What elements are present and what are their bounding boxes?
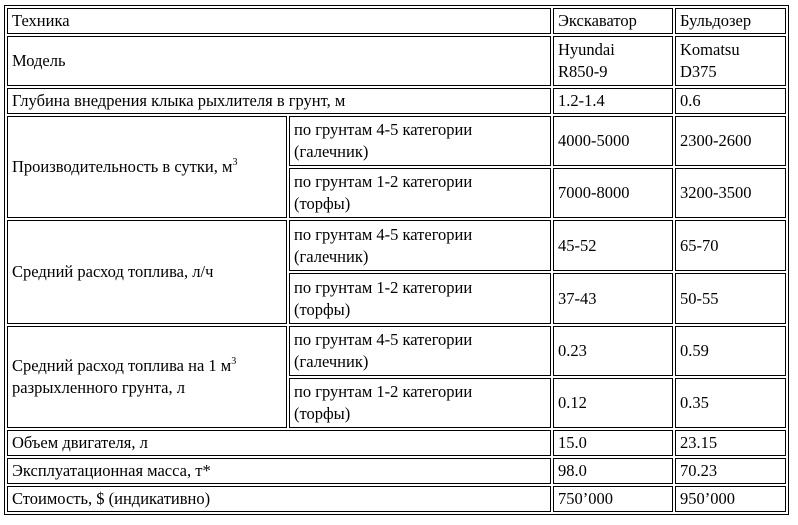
mass-label: Эксплуатационная масса, т* xyxy=(7,458,551,484)
depth-row xyxy=(7,88,786,114)
model-excavator-cell xyxy=(553,36,673,86)
fuel-soil-1 xyxy=(289,220,551,271)
fuel-per-m3-excavator-1: 0.23 xyxy=(553,326,673,376)
soil-line2: (галечник) xyxy=(294,142,369,161)
cost-excavator: 750’000 xyxy=(553,486,673,512)
model-bulldozer-cell xyxy=(675,36,786,86)
soil-line1: по грунтам 1-2 категории xyxy=(294,382,473,401)
fuel-per-m3-bulldozer-1: 0.59 xyxy=(675,326,786,376)
soil-line2: (торфы) xyxy=(294,194,351,213)
fuel-per-m3-label-sup: 3 xyxy=(231,356,237,367)
model-bulldozer-line2: D375 xyxy=(680,62,717,81)
productivity-soil-2 xyxy=(289,168,551,218)
fuel-excavator-2: 37-43 xyxy=(553,273,673,324)
mass-row xyxy=(7,458,786,484)
soil-line2: (торфы) xyxy=(294,299,351,319)
model-bulldozer-line1: Komatsu xyxy=(680,40,740,59)
model-label: Модель xyxy=(7,36,551,86)
fuel-per-m3-label-text: Средний расход топлива на 1 м xyxy=(12,356,232,375)
productivity-bulldozer-2: 3200-3500 xyxy=(675,168,786,218)
productivity-label-sup: 3 xyxy=(232,157,238,168)
productivity-row-1 xyxy=(7,116,786,166)
cost-row xyxy=(7,486,786,512)
header-cell-equipment: Техника xyxy=(7,8,551,34)
fuel-soil-2 xyxy=(289,273,551,324)
soil-line2: (торфы) xyxy=(294,404,351,423)
engine-excavator: 15.0 xyxy=(553,430,673,456)
comparison-table xyxy=(4,5,789,515)
header-cell-excavator: Экскаватор xyxy=(553,8,673,34)
fuel-per-m3-soil-1 xyxy=(289,326,551,376)
mass-excavator: 98.0 xyxy=(553,458,673,484)
engine-row xyxy=(7,430,786,456)
soil-line2: (галечник) xyxy=(294,246,369,266)
fuel-per-m3-label xyxy=(7,326,287,428)
cost-bulldozer: 950’000 xyxy=(675,486,786,512)
depth-excavator: 1.2-1.4 xyxy=(553,88,673,114)
fuel-per-m3-row-1 xyxy=(7,326,786,376)
fuel-bulldozer-2: 50-55 xyxy=(675,273,786,324)
depth-bulldozer: 0.6 xyxy=(675,88,786,114)
engine-bulldozer: 23.15 xyxy=(675,430,786,456)
fuel-per-m3-label-line2: разрыхленного грунта, л xyxy=(12,378,185,397)
productivity-bulldozer-1: 2300-2600 xyxy=(675,116,786,166)
productivity-label-text: Производительность в сутки, м xyxy=(12,157,233,176)
soil-line1: по грунтам 1-2 категории xyxy=(294,172,473,191)
soil-line2: (галечник) xyxy=(294,352,369,371)
mass-bulldozer: 70.23 xyxy=(675,458,786,484)
fuel-excavator-1: 45-52 xyxy=(553,220,673,271)
fuel-per-m3-soil-2 xyxy=(289,378,551,428)
soil-line1: по грунтам 1-2 категории xyxy=(294,277,473,297)
productivity-label xyxy=(7,116,287,218)
fuel-per-m3-excavator-2: 0.12 xyxy=(553,378,673,428)
model-excavator-line1: Hyundai xyxy=(558,40,615,59)
model-excavator-line2: R850-9 xyxy=(558,62,608,81)
productivity-excavator-2: 7000-8000 xyxy=(553,168,673,218)
fuel-per-m3-bulldozer-2: 0.35 xyxy=(675,378,786,428)
soil-line1: по грунтам 4-5 категории xyxy=(294,120,473,139)
depth-label: Глубина внедрения клыка рыхлителя в грунт, м xyxy=(7,88,551,114)
header-cell-bulldozer: Бульдозер xyxy=(675,8,786,34)
productivity-soil-1 xyxy=(289,116,551,166)
fuel-per-m3-label-line1 xyxy=(12,355,282,377)
soil-line1: по грунтам 4-5 категории xyxy=(294,224,473,244)
productivity-excavator-1: 4000-5000 xyxy=(553,116,673,166)
model-row xyxy=(7,36,786,86)
fuel-label: Средний расход топлива, л/ч xyxy=(7,220,287,324)
engine-label: Объем двигателя, л xyxy=(7,430,551,456)
soil-line1: по грунтам 4-5 категории xyxy=(294,330,473,349)
fuel-bulldozer-1: 65-70 xyxy=(675,220,786,271)
header-row xyxy=(7,8,786,34)
cost-label: Стоимость, $ (индикативно) xyxy=(7,486,551,512)
fuel-row-1 xyxy=(7,220,786,271)
